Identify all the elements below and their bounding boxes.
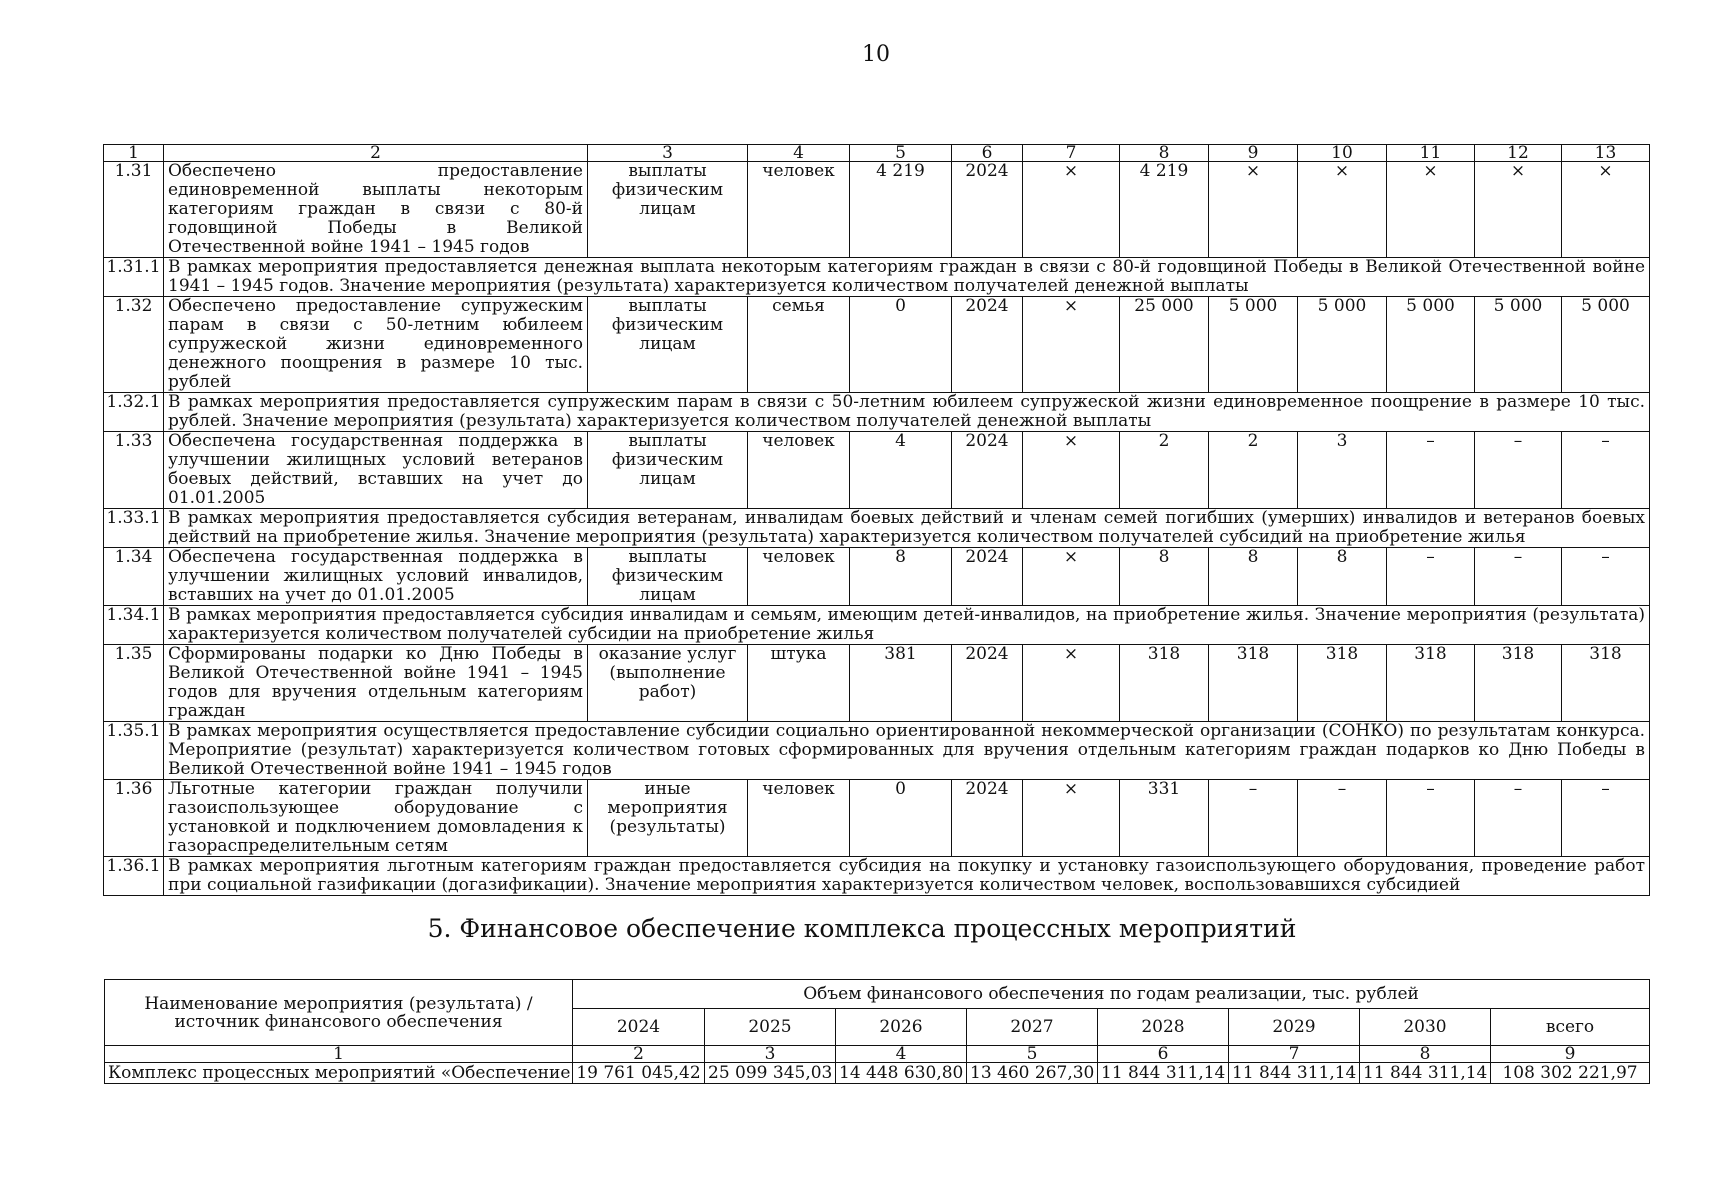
indicator-value-10: – bbox=[1298, 780, 1387, 857]
indicator-name: Обеспечена государственная поддержка в улучшении жилищных условий ветеранов боевых действий, вставших на учет до 01.01.2005 bbox=[164, 432, 588, 509]
indicator-base-year: 2024 bbox=[952, 162, 1023, 258]
indicator-value-8: 4 219 bbox=[1120, 162, 1209, 258]
indicator-value-13: – bbox=[1562, 432, 1650, 509]
finance-column-number: 2 bbox=[573, 1046, 705, 1063]
row-index: 1.31.1 bbox=[104, 258, 164, 297]
finance-column-number: 8 bbox=[1360, 1046, 1491, 1063]
indicator-value-12: 5 000 bbox=[1475, 297, 1562, 393]
indicator-value-9: – bbox=[1209, 780, 1298, 857]
finance-table bbox=[104, 979, 1650, 1084]
indicator-value-10: × bbox=[1298, 162, 1387, 258]
indicator-value-7: × bbox=[1023, 432, 1120, 509]
finance-value: 13 460 267,30 bbox=[967, 1063, 1098, 1084]
indicator-kind: выплаты физическим лицам bbox=[588, 297, 748, 393]
column-number: 7 bbox=[1023, 145, 1120, 162]
indicator-kind: выплаты физическим лицам bbox=[588, 432, 748, 509]
finance-year-header: 2027 bbox=[967, 1009, 1098, 1046]
indicator-value-8: 8 bbox=[1120, 548, 1209, 606]
description-text: В рамках мероприятия льготным категориям граждан предоставляется субсидия на покупку и установку газоиспользующего оборудования, проведение работ при социальной газификации (догазификации). Значение мероприятия характеризуется количеством человек, воспользовавшихся субсидией bbox=[164, 857, 1650, 896]
description-row bbox=[104, 258, 1650, 297]
section-title: 5. Финансовое обеспечение комплекса процессных мероприятий bbox=[427, 914, 1297, 943]
indicator-value-11: 318 bbox=[1387, 645, 1475, 722]
indicator-kind: оказание услуг (выполнение работ) bbox=[588, 645, 748, 722]
finance-year-header: 2025 bbox=[705, 1009, 836, 1046]
indicator-row bbox=[104, 780, 1650, 857]
description-text: В рамках мероприятия предоставляется денежная выплата некоторым категориям граждан в связи с 80-й годовщиной Победы в Великой Отечественной войне 1941 – 1945 годов. Значение мероприятия (результата) характеризуется количеством получателей денежной выплаты bbox=[164, 258, 1650, 297]
indicator-base-value: 0 bbox=[850, 297, 952, 393]
indicator-value-11: – bbox=[1387, 548, 1475, 606]
indicator-unit: человек bbox=[748, 780, 850, 857]
indicator-value-12: – bbox=[1475, 780, 1562, 857]
column-number: 2 bbox=[164, 145, 588, 162]
finance-column-number: 4 bbox=[836, 1046, 967, 1063]
row-index: 1.34 bbox=[104, 548, 164, 606]
indicator-value-9: 318 bbox=[1209, 645, 1298, 722]
finance-year-header: всего bbox=[1491, 1009, 1650, 1046]
indicator-value-10: 5 000 bbox=[1298, 297, 1387, 393]
indicator-name: Льготные категории граждан получили газоиспользующее оборудование с установкой и подключением домовладения к газораспределительным сетям bbox=[164, 780, 588, 857]
indicator-base-value: 0 bbox=[850, 780, 952, 857]
indicator-base-year: 2024 bbox=[952, 297, 1023, 393]
row-index: 1.36 bbox=[104, 780, 164, 857]
indicator-name: Обеспечено предоставление супружеским парам в связи с 50-летним юбилеем супружеской жизни единовременного денежного поощрения в размере 10 тыс. рублей bbox=[164, 297, 588, 393]
row-index: 1.32.1 bbox=[104, 393, 164, 432]
column-number: 11 bbox=[1387, 145, 1475, 162]
description-text: В рамках мероприятия осуществляется предоставление субсидии социально ориентированной некоммерческой организации (СОНКО) по результатам конкурса. Мероприятие (результат) характеризуется количеством готовых сформированных для вручения отдельным категориям граждан подарков ко Дню Победы в Великой Отечественной войне 1941 – 1945 годов bbox=[164, 722, 1650, 780]
indicator-name: Обеспечена государственная поддержка в улучшении жилищных условий инвалидов, вставших на учет до 01.01.2005 bbox=[164, 548, 588, 606]
row-index: 1.35.1 bbox=[104, 722, 164, 780]
indicator-value-11: – bbox=[1387, 432, 1475, 509]
indicator-value-8: 318 bbox=[1120, 645, 1209, 722]
finance-year-header: 2030 bbox=[1360, 1009, 1491, 1046]
indicator-value-7: × bbox=[1023, 645, 1120, 722]
indicator-value-13: 318 bbox=[1562, 645, 1650, 722]
finance-column-number: 6 bbox=[1098, 1046, 1229, 1063]
indicator-value-10: 318 bbox=[1298, 645, 1387, 722]
description-row bbox=[104, 857, 1650, 896]
finance-value: 108 302 221,97 bbox=[1491, 1063, 1650, 1084]
finance-column-number: 3 bbox=[705, 1046, 836, 1063]
finance-column-number: 5 bbox=[967, 1046, 1098, 1063]
indicator-unit: человек bbox=[748, 432, 850, 509]
indicator-value-13: × bbox=[1562, 162, 1650, 258]
finance-value: 25 099 345,03 bbox=[705, 1063, 836, 1084]
finance-header-row bbox=[105, 980, 1650, 1009]
indicator-base-year: 2024 bbox=[952, 432, 1023, 509]
finance-value: 11 844 311,14 bbox=[1098, 1063, 1229, 1084]
finance-year-header: 2029 bbox=[1229, 1009, 1360, 1046]
page-number: 10 bbox=[862, 42, 890, 67]
row-index: 1.31 bbox=[104, 162, 164, 258]
indicator-value-10: 3 bbox=[1298, 432, 1387, 509]
indicator-value-8: 25 000 bbox=[1120, 297, 1209, 393]
indicator-base-year: 2024 bbox=[952, 645, 1023, 722]
description-text: В рамках мероприятия предоставляется супружеским парам в связи с 50-летним юбилеем супружеской жизни единовременное поощрение в размере 10 тыс. рублей. Значение мероприятия (результата) характеризуется количеством получателей денежной выплаты bbox=[164, 393, 1650, 432]
indicator-value-7: × bbox=[1023, 297, 1120, 393]
column-number: 4 bbox=[748, 145, 850, 162]
description-row bbox=[104, 393, 1650, 432]
finance-column-number: 9 bbox=[1491, 1046, 1650, 1063]
column-number-row bbox=[104, 145, 1650, 162]
finance-value: 11 844 311,14 bbox=[1360, 1063, 1491, 1084]
column-number: 9 bbox=[1209, 145, 1298, 162]
indicator-value-13: – bbox=[1562, 548, 1650, 606]
row-index: 1.36.1 bbox=[104, 857, 164, 896]
row-index: 1.33.1 bbox=[104, 509, 164, 548]
finance-year-header: 2026 bbox=[836, 1009, 967, 1046]
indicator-value-11: × bbox=[1387, 162, 1475, 258]
row-index: 1.35 bbox=[104, 645, 164, 722]
indicator-value-13: – bbox=[1562, 780, 1650, 857]
column-number: 3 bbox=[588, 145, 748, 162]
indicator-unit: человек bbox=[748, 548, 850, 606]
indicator-value-9: 5 000 bbox=[1209, 297, 1298, 393]
indicator-row bbox=[104, 548, 1650, 606]
indicator-base-year: 2024 bbox=[952, 780, 1023, 857]
indicator-value-7: × bbox=[1023, 548, 1120, 606]
indicator-value-10: 8 bbox=[1298, 548, 1387, 606]
row-index: 1.33 bbox=[104, 432, 164, 509]
indicator-value-9: × bbox=[1209, 162, 1298, 258]
indicator-value-8: 2 bbox=[1120, 432, 1209, 509]
indicator-row bbox=[104, 162, 1650, 258]
description-text: В рамках мероприятия предоставляется субсидия ветеранам, инвалидам боевых действий и членам семей погибших (умерших) инвалидов и ветеранов боевых действий на приобретение жилья. Значение мероприятия (результата) характеризуется количеством получателей субсидий на приобретение жилья bbox=[164, 509, 1650, 548]
column-number: 13 bbox=[1562, 145, 1650, 162]
indicator-name: Обеспечено предоставление единовременной выплаты некоторым категориям граждан в связи с 80-й годовщиной Победы в Великой Отечественной войне 1941 – 1945 годов bbox=[164, 162, 588, 258]
indicator-unit: человек bbox=[748, 162, 850, 258]
indicator-kind: иные мероприятия (результаты) bbox=[588, 780, 748, 857]
indicator-row bbox=[104, 432, 1650, 509]
indicator-base-year: 2024 bbox=[952, 548, 1023, 606]
finance-colnum-row bbox=[105, 1046, 1650, 1063]
indicator-value-11: 5 000 bbox=[1387, 297, 1475, 393]
description-row bbox=[104, 606, 1650, 645]
indicator-value-12: – bbox=[1475, 548, 1562, 606]
column-number: 6 bbox=[952, 145, 1023, 162]
indicator-base-value: 4 219 bbox=[850, 162, 952, 258]
indicator-value-8: 331 bbox=[1120, 780, 1209, 857]
column-number: 12 bbox=[1475, 145, 1562, 162]
indicator-unit: штука bbox=[748, 645, 850, 722]
indicator-base-value: 4 bbox=[850, 432, 952, 509]
finance-year-header: 2024 bbox=[573, 1009, 705, 1046]
indicator-value-12: × bbox=[1475, 162, 1562, 258]
column-number: 10 bbox=[1298, 145, 1387, 162]
indicator-value-12: 318 bbox=[1475, 645, 1562, 722]
indicator-unit: семья bbox=[748, 297, 850, 393]
description-row bbox=[104, 509, 1650, 548]
indicator-kind: выплаты физическим лицам bbox=[588, 548, 748, 606]
finance-data-row bbox=[105, 1063, 1650, 1084]
indicator-value-9: 8 bbox=[1209, 548, 1298, 606]
indicator-base-value: 8 bbox=[850, 548, 952, 606]
indicator-value-12: – bbox=[1475, 432, 1562, 509]
finance-value: 19 761 045,42 bbox=[573, 1063, 705, 1084]
finance-year-header: 2028 bbox=[1098, 1009, 1229, 1046]
finance-column-number: 1 bbox=[105, 1046, 573, 1063]
indicator-value-13: 5 000 bbox=[1562, 297, 1650, 393]
description-text: В рамках мероприятия предоставляется субсидия инвалидам и семьям, имеющим детей-инвалидов, на приобретение жилья. Значение мероприятия (результата) характеризуется количеством получателей субсидии на приобретение жилья bbox=[164, 606, 1650, 645]
finance-column-number: 7 bbox=[1229, 1046, 1360, 1063]
indicator-value-7: × bbox=[1023, 162, 1120, 258]
finance-name-header: Наименование мероприятия (результата) / источник финансового обеспечения bbox=[105, 980, 573, 1046]
indicator-name: Сформированы подарки ко Дню Победы в Великой Отечественной войне 1941 – 1945 годов для вручения отдельным категориям граждан bbox=[164, 645, 588, 722]
indicator-value-9: 2 bbox=[1209, 432, 1298, 509]
column-number: 8 bbox=[1120, 145, 1209, 162]
row-index: 1.34.1 bbox=[104, 606, 164, 645]
finance-value: 11 844 311,14 bbox=[1229, 1063, 1360, 1084]
indicator-value-11: – bbox=[1387, 780, 1475, 857]
indicator-kind: выплаты физическим лицам bbox=[588, 162, 748, 258]
indicators-table bbox=[103, 144, 1650, 896]
indicator-base-value: 381 bbox=[850, 645, 952, 722]
indicator-row bbox=[104, 645, 1650, 722]
finance-volume-header: Объем финансового обеспечения по годам реализации, тыс. рублей bbox=[573, 980, 1650, 1009]
indicator-value-7: × bbox=[1023, 780, 1120, 857]
finance-row-name: Комплекс процессных мероприятий «Обеспечение bbox=[105, 1063, 573, 1084]
column-number: 1 bbox=[104, 145, 164, 162]
indicator-row bbox=[104, 297, 1650, 393]
description-row bbox=[104, 722, 1650, 780]
finance-value: 14 448 630,80 bbox=[836, 1063, 967, 1084]
row-index: 1.32 bbox=[104, 297, 164, 393]
column-number: 5 bbox=[850, 145, 952, 162]
